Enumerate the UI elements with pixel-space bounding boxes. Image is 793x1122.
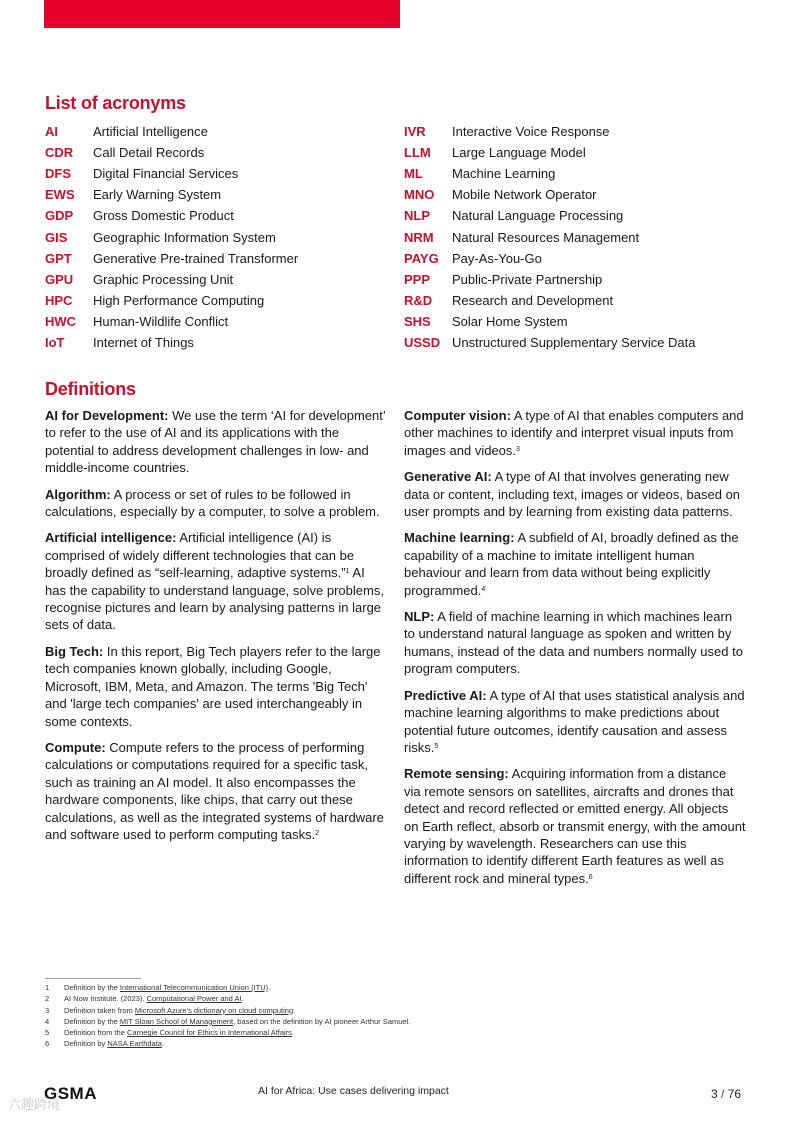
footnote-pre: Definition by the [64, 983, 120, 992]
definition-text: A field of machine learning in which machines learn to understand natural language as spoken and written by humans, instead of the data and numbers normally used to program computers. [404, 609, 743, 677]
footer-document-title: AI for Africa: Use cases delivering impact [258, 1085, 449, 1097]
acronym-full: Machine Learning [452, 166, 556, 182]
footnote [45, 1005, 410, 1016]
header-red-bar [44, 0, 400, 28]
footnote-text [64, 1016, 410, 1027]
acronym-abbr: NLP [404, 208, 430, 224]
acronym-full: Large Language Model [452, 145, 586, 161]
acronym-row [45, 311, 395, 332]
footnote-text [64, 1005, 295, 1016]
definition-text: A type of AI that enables computers and other machines to identify and interpret visual inputs from images and videos. [404, 408, 744, 458]
footnote-number: 2 [45, 994, 50, 1004]
footnote-ref: 6 [588, 873, 593, 881]
acronym-abbr: AI [45, 124, 58, 140]
acronym-abbr: DFS [45, 166, 71, 182]
acronym-full: Generative Pre-trained Transformer [93, 250, 299, 266]
acronym-row [404, 121, 754, 142]
definition-text: In this report, Big Tech players refer to the large tech companies known globally, including Google, Microsoft, IBM, Meta, and Amazon. The terms 'Big Tech' and 'large tech companies' are used interchangeably in some contexts. [45, 643, 381, 729]
acronym-abbr: SHS [404, 313, 431, 329]
footnote-pre: Definition by the [64, 1016, 120, 1026]
footnote-link[interactable]: MIT Sloan School of Management [119, 1016, 234, 1026]
footnote-post: . [161, 1039, 165, 1049]
footnote-ref: 1 [345, 568, 350, 576]
gsma-logo: GSMA [44, 1084, 97, 1103]
definition-term: Computer vision: [404, 408, 511, 423]
footnote-pre: Definition taken from [64, 1005, 135, 1015]
acronym-row [45, 248, 395, 269]
definition-text: A subfield of AI, broadly defined as the capability of a machine to imitate intelligent human behaviour and learn from data without being explicitly programmed. [404, 530, 739, 598]
acronym-row [45, 121, 395, 142]
acronym-full: High Performance Computing [93, 292, 265, 308]
definition-term: Predictive AI: [404, 687, 487, 703]
footnote [45, 1027, 410, 1038]
footnote-post: . [268, 983, 271, 992]
acronym-row [404, 269, 754, 290]
footnote-number: 4 [45, 1016, 50, 1026]
footnote-link[interactable]: Computational Power and AI [146, 994, 242, 1004]
acronym-full: Public-Private Partnership [452, 271, 603, 287]
definition-text: Acquiring information from a distance via remote sensors on satellites, aircrafts and drones that detect and record reflected or emitted energy. All objects on Earth reflect, absorb or transmit energy, with the amount varying by wavelength. Researchers can use this information to identify different Earth features as well as different rock and mineral types. [404, 766, 746, 886]
definition-text-cont: AI has the capability to understand language, solve problems, recognise pictures and learn by analysing patterns in large sets of data. [45, 565, 384, 633]
acronym-row [45, 332, 395, 353]
definition-text: A type of AI that involves generating new data or content, including text, images or videos, based on user prompts and by learning from existing data patterns. [404, 469, 741, 520]
acronyms-left-column [45, 121, 395, 353]
definition-entry [45, 486, 387, 521]
acronym-row [45, 142, 395, 163]
definition-term: Generative AI: [404, 469, 492, 485]
page-number [711, 1087, 741, 1101]
footnote-ref: 2 [315, 829, 320, 837]
acronym-row [45, 226, 395, 247]
definitions-left-column [45, 407, 387, 852]
footnote-link[interactable]: Carnegie Council for Ethics in International Affairs [126, 1028, 292, 1038]
acronym-row [404, 205, 754, 226]
acronym-abbr: GPT [45, 250, 72, 266]
acronym-abbr: PAYG [404, 250, 439, 266]
acronym-abbr: IoT [45, 334, 65, 350]
acronym-row [404, 311, 754, 332]
definition-text: Compute refers to the process of performing calculations or computations required for a specific task, such as training an AI model. It also encompasses the hardware components, like chips, that carry out these calculations, as well as the integrated systems of hardware and software used to perform computing tasks. [45, 739, 384, 842]
acronym-full: Pay-As-You-Go [452, 250, 542, 266]
acronym-abbr: USSD [404, 334, 441, 350]
footnote-text [64, 982, 270, 993]
definition-text: A process or set of rules to be followed in calculations, especially by a computer, to solve a problem. [45, 486, 380, 520]
footnotes [45, 982, 410, 1050]
acronym-full: Call Detail Records [93, 145, 205, 161]
acronym-full: Graphic Processing Unit [93, 271, 234, 287]
acronym-abbr: GIS [45, 229, 68, 245]
footnote-pre: AI Now Institute. (2023). [64, 994, 147, 1004]
acronym-full: Natural Language Processing [452, 208, 624, 224]
page-separator: / [721, 1087, 725, 1101]
definition-term: Machine learning: [404, 530, 515, 546]
acronym-full: Gross Domestic Product [93, 208, 234, 224]
acronym-abbr: PPP [404, 271, 431, 287]
definition-text: We use the term ‘AI for development’ to refer to the use of AI and its applications with the potential to address development challenges in low- and middle-income countries. [45, 408, 386, 476]
acronym-abbr: GDP [45, 208, 74, 224]
acronym-row [45, 184, 395, 205]
footnote-text [64, 1038, 164, 1049]
footnote-number: 3 [45, 1005, 50, 1015]
definition-entry [45, 643, 387, 730]
definition-entry [45, 407, 387, 477]
acronym-row [404, 226, 754, 247]
acronym-full: Artificial Intelligence [93, 124, 208, 140]
footnote-link[interactable]: Microsoft Azure’s dictionary on cloud computing [134, 1005, 294, 1015]
acronym-row [45, 269, 395, 290]
definition-term: Algorithm: [45, 486, 111, 502]
footnote-number: 6 [45, 1039, 50, 1049]
definition-text: A type of AI that uses statistical analysis and machine learning algorithms to make predictions about potential future outcomes, identify causation and assess risks. [404, 687, 745, 755]
footnote [45, 1038, 410, 1049]
definition-term: Big Tech: [45, 643, 104, 659]
acronym-row [404, 184, 754, 205]
page-total: 76 [727, 1087, 742, 1101]
footnote-divider [45, 978, 141, 979]
footnote-ref: 4 [481, 585, 486, 593]
acronym-row [45, 290, 395, 311]
watermark: 六趣跨境 [8, 1097, 61, 1112]
acronyms-heading: List of acronyms [45, 93, 186, 113]
definition-entry [404, 529, 746, 599]
footnote-number: 1 [45, 983, 50, 992]
acronym-row [404, 142, 754, 163]
acronym-full: Early Warning System [93, 187, 222, 203]
footnote-pre: Definition from the [64, 1028, 127, 1038]
footnote-post: , based on the definition by AI pioneer Arthur Samuel. [233, 1016, 411, 1026]
acronyms-right-column [404, 121, 754, 353]
acronym-full: Unstructured Supplementary Service Data [452, 334, 696, 350]
footnote-ref: 5 [434, 742, 439, 750]
acronym-abbr: LLM [404, 145, 431, 161]
definition-entry [404, 765, 746, 887]
footnote-text [64, 1027, 294, 1038]
acronym-abbr: NRM [404, 229, 434, 245]
footnote [45, 982, 410, 993]
acronym-row [404, 290, 754, 311]
acronym-full: Research and Development [452, 292, 614, 308]
definition-entry [45, 739, 387, 843]
page-current: 3 [711, 1087, 718, 1101]
acronym-abbr: HWC [45, 313, 77, 329]
acronym-row [404, 163, 754, 184]
footnote [45, 1016, 410, 1027]
definition-term: Artificial intelligence: [45, 530, 177, 546]
footnote-link[interactable]: NASA Earthdata [107, 1039, 162, 1049]
definition-term: Compute: [45, 739, 106, 755]
acronym-full: Internet of Things [93, 334, 194, 350]
acronym-abbr: GPU [45, 271, 74, 287]
acronym-row [45, 205, 395, 226]
acronym-full: Interactive Voice Response [452, 124, 610, 140]
acronym-abbr: R&D [404, 292, 433, 308]
acronym-abbr: CDR [45, 145, 74, 161]
footnote-number: 5 [45, 1028, 50, 1038]
footnote-pre: Definition by [64, 1039, 108, 1049]
acronym-row [45, 163, 395, 184]
acronym-abbr: MNO [404, 187, 435, 203]
footnote-link[interactable]: International Telecommunication Union (ITU) [119, 983, 269, 992]
acronym-abbr: ML [404, 166, 423, 182]
definition-text: Artificial intelligence (AI) is comprised of widely different technologies that can be broadly defined as “self-learning, adaptive systems.” [45, 530, 355, 581]
acronym-abbr: IVR [404, 124, 426, 140]
acronym-row [404, 248, 754, 269]
footnote-post: . [241, 994, 244, 1004]
definitions-heading: Definitions [45, 379, 136, 399]
acronym-full: Digital Financial Services [93, 166, 239, 182]
footnote-post: . [293, 1005, 296, 1015]
acronym-full: Human-Wildlife Conflict [93, 313, 229, 329]
footnote-ref: 3 [516, 445, 520, 453]
acronym-abbr: EWS [45, 187, 75, 203]
definition-entry [404, 687, 746, 757]
definition-entry [404, 407, 746, 459]
footnote-text [64, 993, 244, 1004]
footnote [45, 993, 410, 1004]
acronym-full: Solar Home System [452, 313, 568, 329]
acronym-abbr: HPC [45, 292, 73, 308]
definitions-right-column [404, 407, 746, 896]
definition-entry [45, 529, 387, 633]
definition-entry [404, 468, 746, 520]
acronym-full: Natural Resources Management [452, 229, 640, 245]
definition-term: AI for Development: [45, 408, 169, 423]
acronym-full: Geographic Information System [93, 229, 276, 245]
acronym-row [404, 332, 754, 353]
footnote-post: . [291, 1028, 294, 1038]
definition-term: NLP: [404, 609, 435, 625]
acronym-full: Mobile Network Operator [452, 187, 597, 203]
definition-term: Remote sensing: [404, 766, 509, 782]
definition-entry [404, 608, 746, 678]
